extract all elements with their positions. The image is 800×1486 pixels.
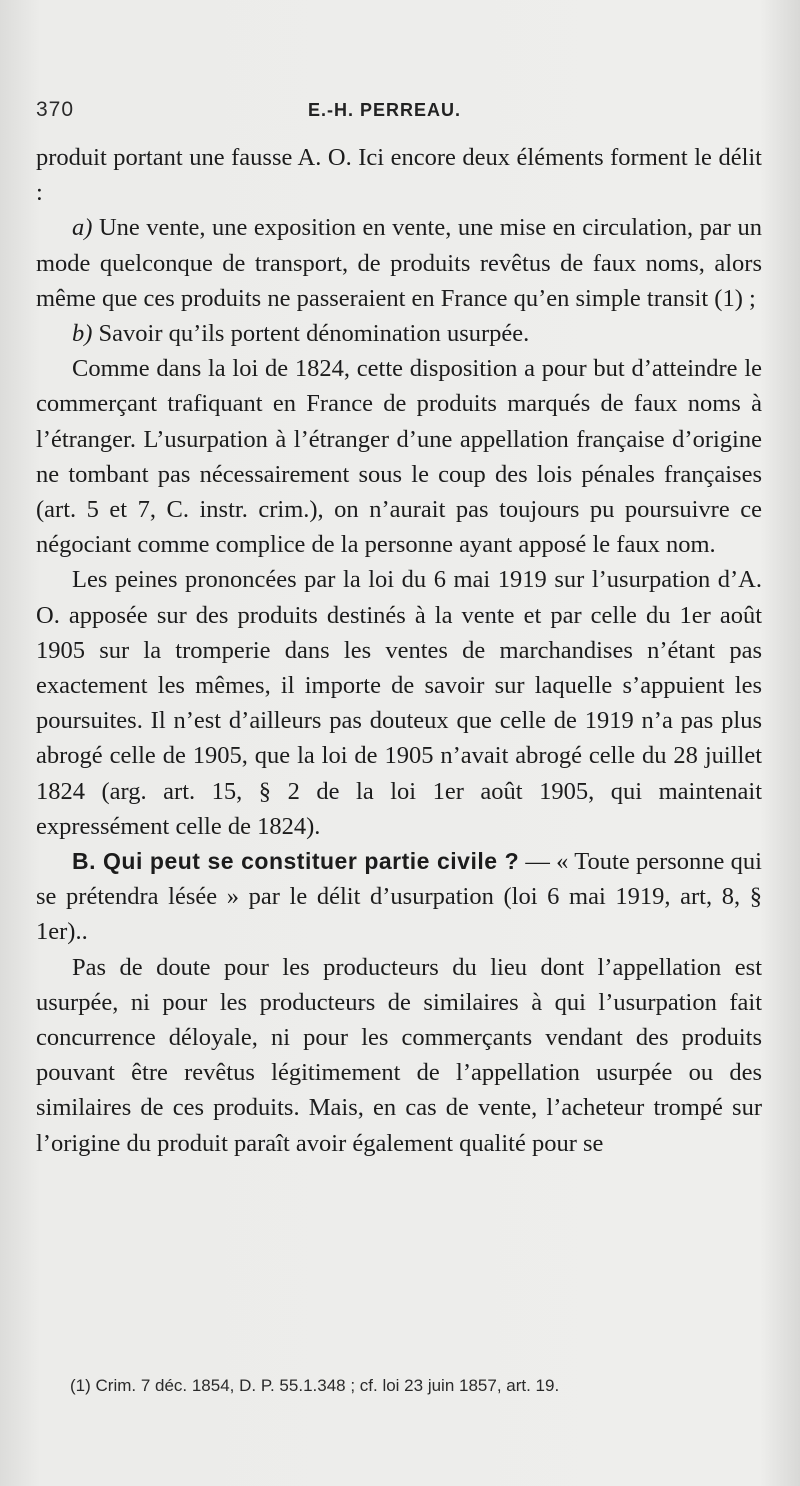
paragraph-3: [36, 316, 762, 351]
paragraph-4: Comme dans la loi de 1824, cette disposition a pour but d’atteindre le commerçant trafiquant en France de produits marqués de faux noms à l’étranger. L’usurpation à l’étranger d’une appellation française d’origine ne tombant pas nécessairement sous le coup des lois pénales françaises (art. 5 et 7, C. instr. crim.), on n’aurait pas toujours pu poursuivre ce négociant comme complice de la personne ayant apposé le faux nom.: [36, 355, 762, 559]
section-heading-text: — « Toute personne qui se prétendra lésée » par le délit d’usurpation (loi 6 mai 1919, art, 8, § 1er)..: [36, 848, 762, 946]
body-text: [36, 140, 762, 1161]
paragraph-6: [36, 844, 762, 950]
paragraph-2: [36, 210, 762, 316]
item-text-b: Savoir qu’ils portent dénomination usurpée.: [92, 320, 530, 348]
paragraph-7: Pas de doute pour les producteurs du lieu dont l’appellation est usurpée, ni pour les producteurs de similaires à qui l’usurpation fait concurrence déloyale, ni pour les commerçants vendant des produits pouvant être revêtus légitimement de l’appellation usurpée ou des similaires de ces produits. Mais, en cas de vente, l’acheteur trompé sur l’origine du produit paraît avoir également qualité pour se: [36, 953, 762, 1157]
item-label-a: a): [72, 214, 93, 242]
page-header: [36, 98, 764, 128]
paragraph-1: produit portant une fausse A. O. Ici encore deux éléments forment le délit :: [36, 144, 762, 207]
section-heading: B. Qui peut se constituer partie civile ?: [72, 848, 520, 875]
footnote: (1) Crim. 7 déc. 1854, D. P. 55.1.348 ; cf. loi 23 juin 1857, art. 19.: [70, 1376, 560, 1395]
item-label-b: b): [72, 320, 93, 348]
item-text-a: Une vente, une exposition en vente, une mise en circulation, par un mode quelconque de transport, de produits revêtus de faux noms, alors même que ces produits ne passeraient en France qu’en simple transit (1) ;: [36, 214, 762, 312]
page-number: 370: [36, 98, 75, 121]
running-head: E.-H. PERREAU.: [308, 100, 462, 120]
paragraph-5: Les peines prononcées par la loi du 6 mai 1919 sur l’usurpation d’A. O. apposée sur des produits destinés à la vente et par celle du 1er août 1905 sur la tromperie dans les ventes de marchandises n’étant pas exactement les mêmes, il importe de savoir sur laquelle s’appuient les poursuites. Il n’est d’ailleurs pas douteux que celle de 1919 n’a pas plus abrogé celle de 1905, que la loi de 1905 n’avait abrogé celle du 28 juillet 1824 (arg. art. 15, § 2 de la loi 1er août 1905, qui maintenait expressément celle de 1824).: [36, 566, 762, 840]
